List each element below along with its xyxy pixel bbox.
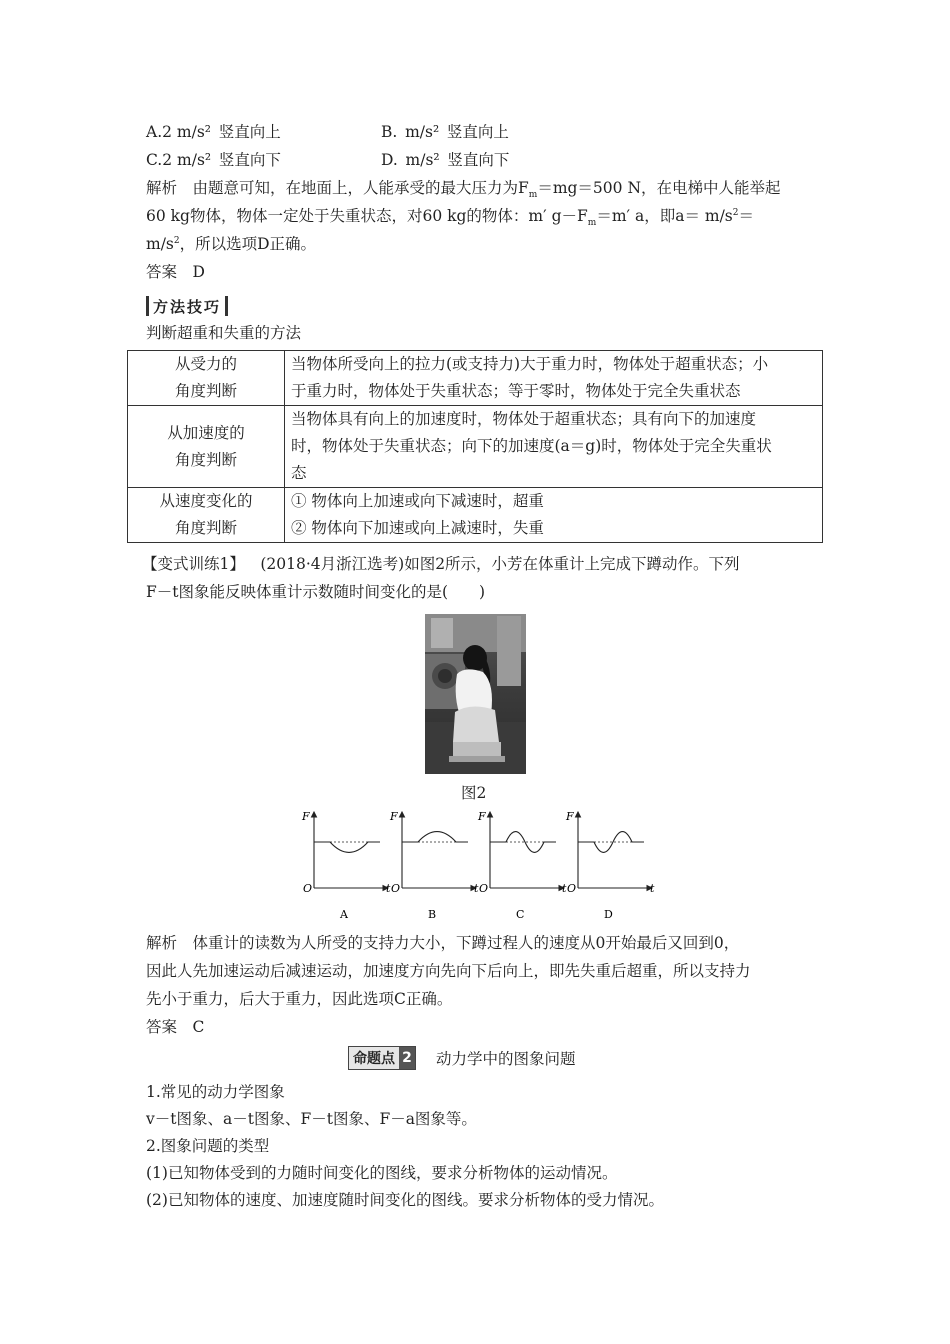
table-value-cell: [285, 406, 823, 488]
row1-value-line2: 于重力时，物体处于失重状态；等于零时，物体处于完全失重状态: [291, 382, 741, 400]
section-heading-1: 1.常见的动力学图象: [146, 1083, 285, 1101]
row3-value-line2: ② 物体向下加速或向上减速时，失重: [291, 519, 544, 537]
graph-axis-t-label: t: [474, 882, 479, 895]
method-tag-label: 方法技巧: [153, 297, 222, 316]
graph-axis-f-label: F: [390, 810, 398, 823]
option-a: A.2 m/s² 竖直向上: [146, 123, 281, 141]
section-heading-2: 2.图象问题的类型: [146, 1137, 270, 1155]
variant-line2: F－t图象能反映体重计示数随时间变化的是( ): [146, 583, 486, 601]
variant-line1: 【变式训练1】 (2018·4月浙江选考)如图2所示，小芳在体重计上完成下蹲动作。下列: [142, 555, 740, 573]
row1-key-line2: 角度判断: [174, 382, 237, 400]
topic-badge-label: 命题点: [353, 1051, 395, 1067]
graph-axis-t-label: t: [562, 882, 567, 895]
row2-value-line3: 态: [291, 464, 307, 482]
table-key-cell: [128, 488, 285, 543]
solution1-answer: 答案 D: [146, 263, 205, 281]
graph-axis-f-label: F: [478, 810, 486, 823]
graph-force-curve: [402, 832, 468, 842]
figure-caption: 图2: [461, 784, 487, 802]
table-row: [128, 406, 823, 488]
answer-graphs: [296, 808, 656, 924]
section-text-2: (1)已知物体受到的力随时间变化的图线，要求分析物体的运动情况。: [146, 1164, 618, 1182]
table-value-cell: [285, 351, 823, 406]
row3-key-line1: 从速度变化的: [159, 492, 253, 510]
solution2-line2: 因此人先加速运动后减速运动，加速度方向先向下后向上，即先失重后超重，所以支持力: [146, 962, 751, 980]
row2-value-line2: 时，物体处于失重状态；向下的加速度(a＝g)时，物体处于完全失重状: [291, 437, 772, 455]
graph-option-label: C: [516, 908, 525, 921]
solution2-line3: 先小于重力，后大于重力，因此选项C正确。: [146, 990, 453, 1008]
option-d: D. m/s² 竖直向下: [381, 151, 510, 169]
graph-axis-t-label: t: [386, 882, 391, 895]
topic-number: 2: [399, 1047, 415, 1069]
row3-value-line1: ① 物体向上加速或向下减速时，超重: [291, 492, 544, 510]
solution1-line2: 60 kg物体，物体一定处于失重状态，对60 kg的物体：m′ $g-F_m=m'$ a，即$a= m/s^2=$: [146, 207, 754, 229]
graph-origin-label: O: [391, 882, 401, 895]
section-text-3: (2)已知物体的速度、加速度随时间变化的图线。要求分析物体的受力情况。: [146, 1191, 664, 1209]
graph-force-curve: [314, 842, 380, 852]
topic-header: [348, 1046, 576, 1070]
table-row: [128, 351, 823, 406]
graph-origin-label: O: [479, 882, 489, 895]
row2-key-line2: 角度判断: [174, 450, 237, 469]
option-c: C.2 m/s² 竖直向下: [146, 151, 281, 169]
tag-bar-left: [146, 296, 149, 316]
row1-value-line1: 当物体所受向上的拉力(或支持力)大于重力时，物体处于超重状态；小: [291, 355, 769, 373]
figure-photo: [425, 614, 526, 774]
table-value-cell: [285, 488, 823, 543]
graph-option-label: A: [340, 908, 348, 921]
graph-axis-t-label: t: [650, 882, 655, 895]
solution1-line3: $m/s^2$，所以选项D正确。: [146, 235, 317, 253]
section-text-1: v－t图象、a－t图象、F－t图象、F－a图象等。: [146, 1110, 477, 1128]
row2-key-line1: 从加速度的: [167, 423, 245, 442]
method-table: [127, 350, 823, 543]
method-heading: 判断超重和失重的方法: [146, 324, 302, 342]
solution2-line1: 解析 体重计的读数为人所受的支持力大小，下蹲过程人的速度从0开始最后又回到0，: [146, 934, 740, 952]
table-row: [128, 488, 823, 543]
graph-option-label: B: [428, 908, 437, 921]
graph-axis-f-label: F: [302, 810, 310, 823]
option-b: B. m/s² 竖直向上: [381, 123, 509, 141]
row1-key-line1: 从受力的: [174, 355, 237, 373]
answer-graphs-svg: [296, 808, 656, 920]
topic-badge: [348, 1046, 416, 1070]
solution2-answer: 答案 C: [146, 1018, 205, 1036]
tag-bar-right: [225, 296, 228, 316]
squatting-girl-photo: [425, 614, 526, 774]
row2-value-line1: 当物体具有向上的加速度时，物体处于超重状态；具有向下的加速度: [291, 410, 757, 428]
graph-axis-f-label: F: [566, 810, 574, 823]
graph-origin-label: O: [303, 882, 313, 895]
table-key-cell: [128, 351, 285, 406]
method-tag: [146, 295, 228, 317]
graph-option-label: D: [604, 908, 613, 921]
topic-title: 动力学中的图象问题: [436, 1050, 576, 1068]
solution1-line1: 解析 由题意可知，在地面上，人能承受的最大压力为$F_m=mg=500$ N，在电梯中人能举起: [146, 179, 781, 201]
row3-key-line2: 角度判断: [174, 519, 237, 537]
graph-origin-label: O: [567, 882, 577, 895]
table-key-cell: [128, 406, 285, 488]
